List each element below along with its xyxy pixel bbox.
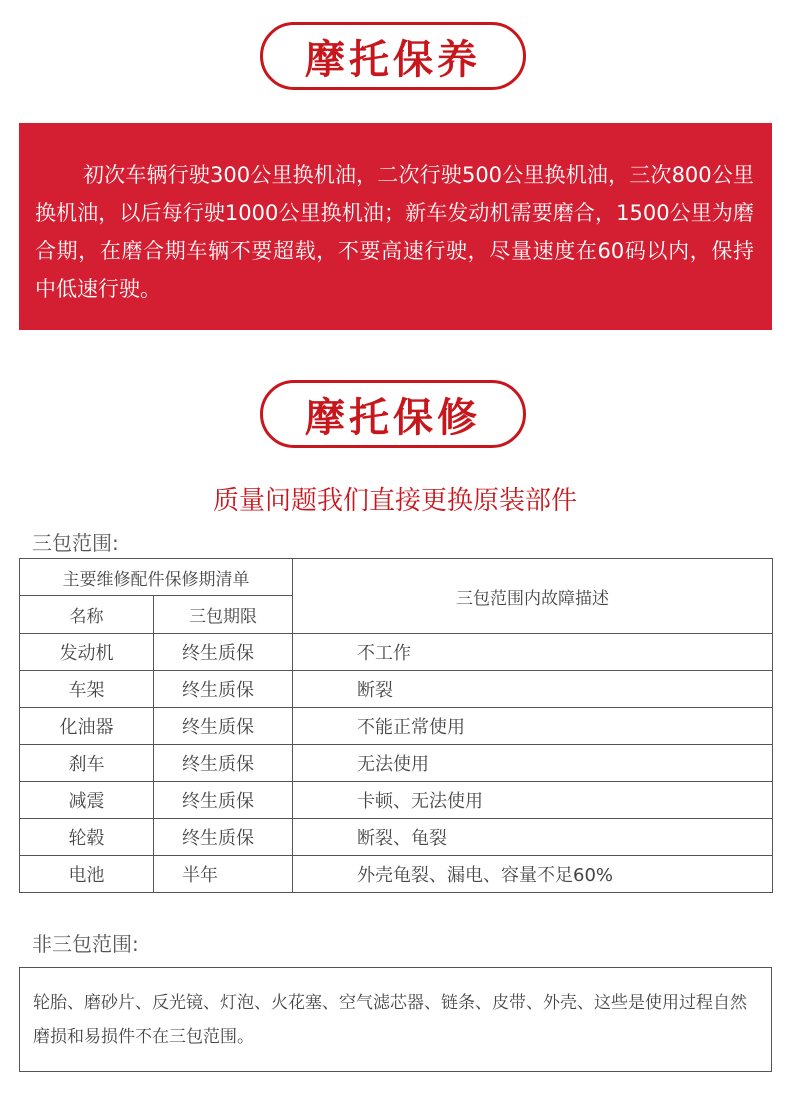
part-name: 车架 — [20, 671, 154, 708]
part-period: 终生质保 — [154, 819, 293, 856]
part-period: 终生质保 — [154, 782, 293, 819]
warranty-label: 三包范围: — [32, 531, 119, 555]
part-period: 终生质保 — [154, 708, 293, 745]
non-warranty-label: 非三包范围: — [32, 932, 139, 956]
table-row — [20, 782, 773, 819]
part-desc: 不能正常使用 — [293, 708, 773, 745]
header-group: 主要维修配件保修期清单 — [20, 559, 293, 596]
part-desc: 外壳龟裂、漏电、容量不足60% — [293, 856, 773, 893]
part-name: 减震 — [20, 782, 154, 819]
part-desc: 卡顿、无法使用 — [293, 782, 773, 819]
table-row — [20, 634, 773, 671]
part-period: 终生质保 — [154, 634, 293, 671]
part-period: 终生质保 — [154, 745, 293, 782]
warranty-table — [19, 558, 773, 893]
header-name: 名称 — [20, 596, 154, 634]
part-name: 化油器 — [20, 708, 154, 745]
part-desc: 无法使用 — [293, 745, 773, 782]
repair-subtitle: 质量问题我们直接更换原装部件 — [212, 486, 577, 516]
table-row — [20, 819, 773, 856]
table-row — [20, 708, 773, 745]
header-period: 三包期限 — [154, 596, 293, 634]
table-row — [20, 745, 773, 782]
part-period: 半年 — [154, 856, 293, 893]
part-desc: 断裂 — [293, 671, 773, 708]
part-desc: 不工作 — [293, 634, 773, 671]
part-name: 电池 — [20, 856, 154, 893]
header-desc: 三包范围内故障描述 — [293, 559, 773, 634]
part-desc: 断裂、龟裂 — [293, 819, 773, 856]
part-name: 刹车 — [20, 745, 154, 782]
non-warranty-text: 轮胎、磨砂片、反光镜、灯泡、火花塞、空气滤芯器、链条、皮带、外壳、这些是使用过程自然磨损和易损件不在三包范围。 — [19, 967, 772, 1072]
maintenance-title: 摩托保养 — [260, 22, 526, 90]
repair-title: 摩托保修 — [260, 380, 526, 448]
part-period: 终生质保 — [154, 671, 293, 708]
part-name: 轮毂 — [20, 819, 154, 856]
part-name: 发动机 — [20, 634, 154, 671]
table-row — [20, 671, 773, 708]
maintenance-text: 初次车辆行驶300公里换机油，二次行驶500公里换机油，三次800公里换机油，以后每行驶1000公里换机油；新车发动机需要磨合，1500公里为磨合期，在磨合期车辆不要超载，不要高速行驶，尽量速度在60码以内，保持中低速行驶。 — [19, 123, 772, 330]
table-row — [20, 856, 773, 893]
